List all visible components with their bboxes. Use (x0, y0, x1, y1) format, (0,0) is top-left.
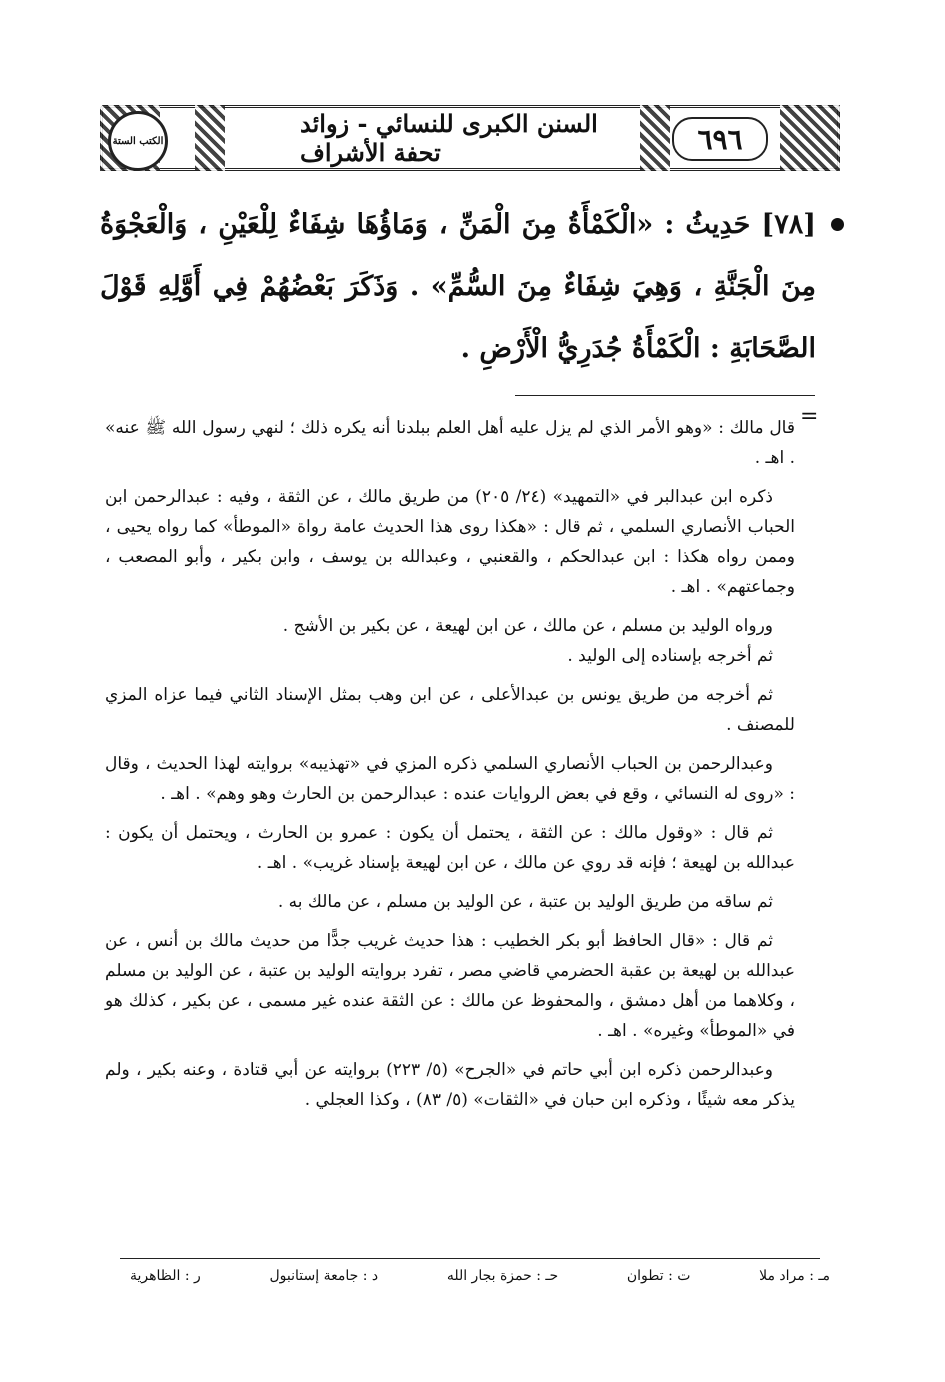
hadith-block (100, 194, 840, 380)
ornament-right-inner (640, 105, 670, 171)
footnote-paragraph: قال مالك : «وهو الأمر الذي لم يزل عليه أهل العلم ببلدنا أنه يكره ذلك ؛ لنهي رسول الله ﷺ عنه» . اهـ . (105, 418, 795, 468)
page-number: ٦٩٦ (672, 117, 768, 161)
footnote-paragraph: ثم أخرجه من طريق يونس بن عبدالأعلى ، عن ابن وهب بمثل الإسناد الثاني فيما عزاه المزي للمصنف . (105, 685, 795, 735)
footnote-paragraph: وعبدالرحمن بن الحباب الأنصاري السلمي ذكره المزي في «تهذيبه» بروايته لهذا الحديث ، وقال : «روى له النسائي ، وقع في بعض الروايات عنده : عبدالرحمن بن الحارث وهو وهم» . اهـ . (105, 754, 795, 804)
footnote-paragraph: ورواه الوليد بن مسلم ، عن مالك ، عن ابن لهيعة ، عن بكير بن الأشج . (282, 616, 773, 636)
abbr-item: حـ : حمزة بجار الله (446, 1268, 559, 1284)
page-header (100, 105, 840, 171)
hadith-text: [٧٨] حَدِيثُ : «الْكَمْأَةُ مِنَ الْمَنِّ ، وَمَاؤُهَا شِفَاءٌ لِلْعَيْنِ ، وَالْعَجْوَةُ مِنَ الْجَنَّةِ ، وَهِيَ شِفَاءٌ مِنَ السُّمِّ» . وَذَكَرَ بَعْضُهُمْ فِي أَوَّلِهِ قَوْلَ الصَّحَابَةِ : الْكَمْأَةُ جُدَرِيُّ الْأَرْضِ . (100, 209, 816, 364)
footer-rule (120, 1258, 820, 1259)
footnote-paragraph: ثم قال : «وقول مالك : عن الثقة ، يحتمل أن يكون : عمرو بن الحارث ، ويحتمل أن يكون : عبدالله بن لهيعة ؛ فإنه قد روي عن مالك ، عن ابن لهيعة بإسناد غريب» . اهـ . (105, 823, 795, 873)
seal-text: الكتب الستة (112, 135, 164, 147)
footnote-separator (515, 395, 815, 396)
footnote-paragraph: وعبدالرحمن ذكره ابن أبي حاتم في «الجرح» (٥/ ٢٢٣) بروايته عن أبي قتادة ، وعنه بكير ، ولم يذكر معه شيئًا ، وذكره ابن حبان في «الثقات» (٥/ ٨٣) ، وكذا العجلي . (105, 1060, 795, 1110)
footnotes (105, 413, 795, 1124)
ornament-left-inner (195, 105, 225, 171)
continuation-marker: = (800, 404, 819, 429)
abbr-item: ت : تطوان (626, 1268, 691, 1284)
abbr-item: د : جامعة إستانبول (269, 1268, 379, 1284)
footnote-paragraph: ثم قال : «قال الحافظ أبو بكر الخطيب : هذا حديث غريب جدًّا من حديث مالك بن أنس ، عن عبدالله بن لهيعة بن عقبة الحضرمي قاضي مصر ، تفرد بروايته الوليد بن عتبة ، عن الوليد بن مسلم ، وكلاهما من أهل دمشق ، والمحفوظ عن مالك : عن الثقة عنده غير مسمى ، عن بكير ، كذلك هو في «الموطأ» وغيره» . اهـ . (105, 931, 795, 1041)
footnote-paragraph: ذكره ابن عبدالبر في «التمهيد» (٢٤/ ٢٠٥) من طريق مالك ، عن الثقة ، وفيه : عبدالرحمن ابن الحباب الأنصاري السلمي ، ثم قال : «هكذا روى هذا الحديث عامة رواة «الموطأ» كما رواه يحيى ، وممن رواه هكذا : ابن عبدالحكم ، والقعنبي ، وعبدالله بن يوسف ، وابن بكير ، وأبو المصعب ، وجماعتهم» . اهـ . (105, 487, 795, 597)
footnote-paragraph: ثم ساقه من طريق الوليد بن عتبة ، عن الوليد بن مسلم ، عن مالك به . (277, 892, 773, 912)
bullet-icon (831, 218, 844, 231)
footnote-paragraph: ثم أخرجه بإسناده إلى الوليد . (567, 646, 773, 666)
manuscript-abbreviations (130, 1268, 830, 1284)
abbr-item: مـ : مراد ملا (759, 1268, 830, 1284)
ornament-right (780, 105, 840, 171)
logo-seal (108, 111, 168, 171)
running-title: السنن الكبرى للنسائي - زوائد تحفة الأشراف (300, 117, 630, 159)
abbr-item: ر : الظاهرية (130, 1268, 201, 1284)
